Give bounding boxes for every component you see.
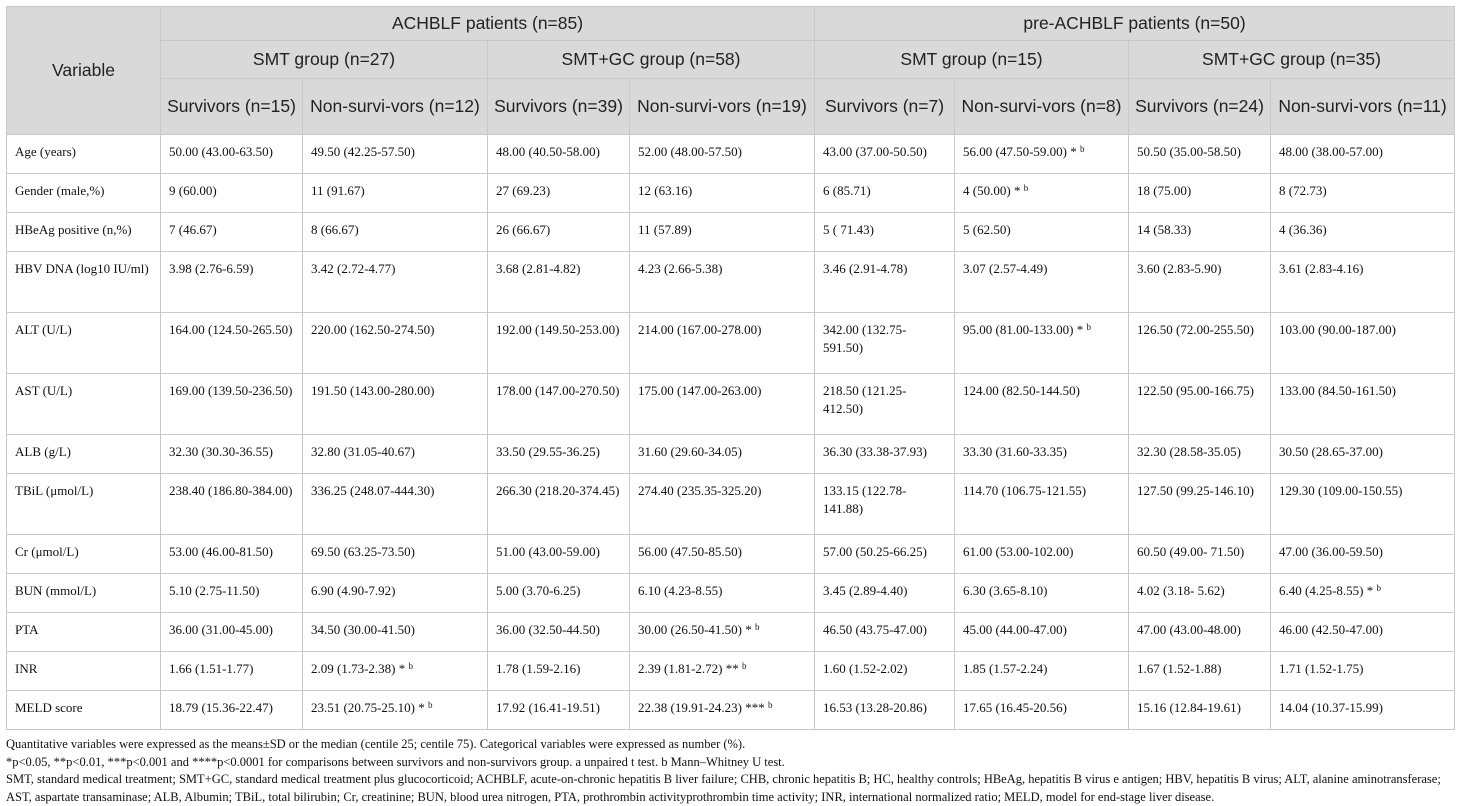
cell-value: 3.61 (2.83-4.16): [1279, 261, 1364, 276]
table-cell: [161, 691, 303, 730]
table-cell: [815, 474, 955, 535]
table-cell: [488, 213, 630, 252]
cell-value: 27 (69.23): [496, 183, 551, 198]
table-cell: [303, 213, 488, 252]
cell-value: 127.50 (99.25-146.10): [1137, 483, 1255, 498]
table-cell: [303, 535, 488, 574]
table-cell: [161, 535, 303, 574]
cell-value: 103.00 (90.00-187.00): [1279, 322, 1397, 337]
cell-value: 50.00 (43.00-63.50): [169, 144, 273, 159]
table-cell: [1129, 374, 1271, 435]
cell-value: 6.40 (4.25-8.55): [1279, 583, 1364, 598]
table-cell: [161, 435, 303, 474]
table-cell: [1271, 435, 1455, 474]
table-cell: [303, 574, 488, 613]
table-cell: [1129, 535, 1271, 574]
data-table: [6, 6, 1455, 730]
cell-value: 3.42 (2.72-4.77): [311, 261, 396, 276]
footnote: *p<0.05, **p<0.01, ***p<0.001 and ****p<0.0001 for comparisons between survivors and non-survivors group. a unpaired t test. b Mann–Whitney U test.: [6, 754, 785, 769]
table-cell: [1271, 374, 1455, 435]
subgroup-header: SMT+GC group (n=35): [1129, 41, 1455, 79]
cell-value: 56.00 (47.50-85.50): [638, 544, 742, 559]
cell-value: 238.40 (186.80-384.00): [169, 483, 293, 498]
cell-value: 5.00 (3.70-6.25): [496, 583, 581, 598]
table-cell: [1129, 574, 1271, 613]
significance-marker: *: [1010, 183, 1021, 198]
cell-value: 5 (62.50): [963, 222, 1011, 237]
table-cell: [488, 374, 630, 435]
table-cell: [161, 213, 303, 252]
table-cell: [955, 613, 1129, 652]
significance-marker: *: [415, 700, 425, 715]
cell-value: 31.60 (29.60-34.05): [638, 444, 742, 459]
cell-value: 17.92 (16.41-19.51): [496, 700, 600, 715]
table-cell: [1271, 135, 1455, 174]
table-cell: [303, 252, 488, 313]
cell-value: 45.00 (44.00-47.00): [963, 622, 1068, 637]
table-cell: [955, 213, 1129, 252]
table-cell: [815, 435, 955, 474]
table-cell: [161, 252, 303, 313]
column-header: Survivors (n=7): [815, 79, 955, 135]
column-header: Non-survi-vors (n=12): [303, 79, 488, 135]
cell-value: 4 (36.36): [1279, 222, 1327, 237]
row-label: HBV DNA (log10 IU/ml): [7, 252, 161, 313]
cell-value: 57.00 (50.25-66.25): [823, 544, 928, 559]
test-superscript: b: [408, 661, 413, 671]
cell-value: 46.50 (43.75-47.00): [823, 622, 928, 637]
cell-value: 124.00 (82.50-144.50): [963, 383, 1081, 398]
table-cell: [630, 435, 815, 474]
cell-value: 60.50 (49.00- 71.50): [1137, 544, 1245, 559]
table-cell: [1271, 213, 1455, 252]
subgroup-header: SMT group (n=27): [161, 41, 488, 79]
table-row: [7, 252, 1455, 313]
table-cell: [303, 374, 488, 435]
table-cell: [303, 174, 488, 213]
test-superscript: b: [1376, 583, 1382, 593]
table-cell: [1129, 174, 1271, 213]
cell-value: 48.00 (38.00-57.00): [1279, 144, 1384, 159]
cell-value: 33.30 (31.60-33.35): [963, 444, 1068, 459]
row-label: MELD score: [7, 691, 161, 730]
table-cell: [630, 535, 815, 574]
table-row: [7, 435, 1455, 474]
cell-value: 36.30 (33.38-37.93): [823, 444, 928, 459]
cell-value: 218.50 (121.25-412.50): [823, 383, 907, 416]
table-cell: [955, 535, 1129, 574]
table-cell: [1129, 313, 1271, 374]
test-superscript: b: [1023, 183, 1029, 193]
cell-value: 46.00 (42.50-47.00): [1279, 622, 1384, 637]
cell-value: 1.85 (1.57-2.24): [963, 661, 1048, 676]
cell-value: 32.80 (31.05-40.67): [311, 444, 415, 459]
cell-value: 32.30 (30.30-36.55): [169, 444, 273, 459]
significance-marker: ***: [742, 700, 765, 715]
table-cell: [488, 474, 630, 535]
table-cell: [303, 652, 488, 691]
table-cell: [955, 652, 1129, 691]
cell-value: 6.30 (3.65-8.10): [963, 583, 1048, 598]
table-cell: [488, 135, 630, 174]
table-cell: [1271, 613, 1455, 652]
table-row: [7, 135, 1455, 174]
footnote: Quantitative variables were expressed as the means±SD or the median (centile 25; centile 75). Categorical variables were expressed as number (%).: [6, 737, 746, 751]
table-cell: [488, 613, 630, 652]
row-label: HBeAg positive (n,%): [7, 213, 161, 252]
subgroup-header: SMT+GC group (n=58): [488, 41, 815, 79]
table-cell: [815, 252, 955, 313]
cell-value: 18 (75.00): [1137, 183, 1192, 198]
table-cell: [1129, 252, 1271, 313]
table-cell: [161, 652, 303, 691]
subgroup-header: SMT group (n=15): [815, 41, 1129, 79]
table-cell: [488, 535, 630, 574]
column-header: Survivors (n=39): [488, 79, 630, 135]
table-cell: [303, 691, 488, 730]
cell-value: 7 (46.67): [169, 222, 217, 237]
table-cell: [1129, 474, 1271, 535]
row-label: BUN (mmol/L): [7, 574, 161, 613]
cell-value: 53.00 (46.00-81.50): [169, 544, 273, 559]
table-cell: [303, 435, 488, 474]
cell-value: 56.00 (47.50-59.00): [963, 144, 1068, 159]
significance-marker: *: [1073, 322, 1084, 337]
table-cell: [955, 691, 1129, 730]
table-cell: [1271, 574, 1455, 613]
cell-value: 114.70 (106.75-121.55): [963, 483, 1087, 498]
cell-value: 4.02 (3.18- 5.62): [1137, 583, 1225, 598]
group-header-pre-achblf: pre-ACHBLF patients (n=50): [815, 7, 1455, 41]
cell-value: 126.50 (72.00-255.50): [1137, 322, 1255, 337]
table-cell: [815, 535, 955, 574]
table-cell: [1129, 213, 1271, 252]
cell-value: 175.00 (147.00-263.00): [638, 383, 762, 398]
table-cell: [303, 613, 488, 652]
cell-value: 6 (85.71): [823, 183, 871, 198]
table-cell: [161, 313, 303, 374]
cell-value: 122.50 (95.00-166.75): [1137, 383, 1255, 398]
table-cell: [815, 691, 955, 730]
table-cell: [488, 252, 630, 313]
cell-value: 69.50 (63.25-73.50): [311, 544, 415, 559]
table-cell: [1129, 435, 1271, 474]
table-cell: [161, 474, 303, 535]
cell-value: 12 (63.16): [638, 183, 693, 198]
table-cell: [1129, 135, 1271, 174]
cell-value: 1.71 (1.52-1.75): [1279, 661, 1364, 676]
cell-value: 1.66 (1.51-1.77): [169, 661, 254, 676]
table-row: [7, 174, 1455, 213]
cell-value: 30.50 (28.65-37.00): [1279, 444, 1384, 459]
table-header: [7, 7, 1455, 135]
row-label: ALB (g/L): [7, 435, 161, 474]
table-figure: [6, 6, 1454, 806]
table-cell: [161, 174, 303, 213]
row-label: Cr (μmol/L): [7, 535, 161, 574]
variable-header: Variable: [7, 7, 161, 135]
significance-marker: **: [722, 661, 739, 676]
table-cell: [161, 374, 303, 435]
cell-value: 36.00 (31.00-45.00): [169, 622, 273, 637]
table-row: [7, 213, 1455, 252]
cell-value: 4 (50.00): [963, 183, 1011, 198]
cell-value: 1.78 (1.59-2.16): [496, 661, 581, 676]
cell-value: 3.46 (2.91-4.78): [823, 261, 908, 276]
cell-value: 220.00 (162.50-274.50): [311, 322, 435, 337]
cell-value: 36.00 (32.50-44.50): [496, 622, 600, 637]
cell-value: 1.60 (1.52-2.02): [823, 661, 908, 676]
cell-value: 26 (66.67): [496, 222, 551, 237]
cell-value: 95.00 (81.00-133.00): [963, 322, 1074, 337]
table-cell: [488, 691, 630, 730]
cell-value: 49.50 (42.25-57.50): [311, 144, 415, 159]
column-header: Non-survi-vors (n=11): [1271, 79, 1455, 135]
test-superscript: b: [428, 700, 433, 710]
cell-value: 22.38 (19.91-24.23): [638, 700, 742, 715]
table-cell: [303, 474, 488, 535]
cell-value: 43.00 (37.00-50.50): [823, 144, 928, 159]
table-cell: [630, 613, 815, 652]
table-cell: [815, 174, 955, 213]
table-row: [7, 691, 1455, 730]
table-cell: [630, 574, 815, 613]
table-cell: [303, 313, 488, 374]
test-superscript: b: [1086, 322, 1092, 332]
table-cell: [955, 574, 1129, 613]
row-label: INR: [7, 652, 161, 691]
table-cell: [815, 313, 955, 374]
cell-value: 14 (58.33): [1137, 222, 1192, 237]
footnote: SMT, standard medical treatment; SMT+GC, standard medical treatment plus glucocorticoid; ACHBLF, acute-on-chronic hepatitis B liver failure; CHB, chronic hepatitis B; HC, healthy controls; HBeAg, hepatitis B virus e antigen; HBV, hepatitis B virus; ALT, alanine aminotransferase; AST, aspartate transaminase; ALB, Albumin; TBiL, total bilirubin; Cr, creatinine; BUN, blood urea nitrogen, PTA, prothrombin activityprothrombin time activity; INR, international normalized ratio; MELD, model for end-stage liver disease.: [6, 772, 1441, 804]
table-cell: [161, 135, 303, 174]
significance-marker: *: [1067, 144, 1077, 159]
table-cell: [488, 574, 630, 613]
cell-value: 9 (60.00): [169, 183, 217, 198]
table-cell: [815, 613, 955, 652]
cell-value: 14.04 (10.37-15.99): [1279, 700, 1384, 715]
table-footnotes: [6, 736, 1454, 806]
cell-value: 11 (91.67): [311, 183, 365, 198]
table-cell: [955, 313, 1129, 374]
table-body: [7, 135, 1455, 730]
test-superscript: b: [1080, 144, 1085, 154]
table-cell: [955, 135, 1129, 174]
row-label: Age (years): [7, 135, 161, 174]
table-cell: [630, 652, 815, 691]
table-cell: [630, 252, 815, 313]
table-cell: [1271, 252, 1455, 313]
row-label: Gender (male,%): [7, 174, 161, 213]
cell-value: 6.90 (4.90-7.92): [311, 583, 396, 598]
table-cell: [955, 374, 1129, 435]
table-cell: [815, 213, 955, 252]
cell-value: 133.15 (122.78-141.88): [823, 483, 907, 516]
table-cell: [815, 574, 955, 613]
table-cell: [1129, 613, 1271, 652]
cell-value: 3.07 (2.57-4.49): [963, 261, 1048, 276]
table-cell: [303, 135, 488, 174]
test-superscript: b: [768, 700, 773, 710]
row-label: AST (U/L): [7, 374, 161, 435]
table-cell: [630, 374, 815, 435]
cell-value: 30.00 (26.50-41.50): [638, 622, 742, 637]
table-cell: [488, 652, 630, 691]
cell-value: 336.25 (248.07-444.30): [311, 483, 435, 498]
row-label: ALT (U/L): [7, 313, 161, 374]
table-row: [7, 652, 1455, 691]
cell-value: 50.50 (35.00-58.50): [1137, 144, 1242, 159]
cell-value: 4.23 (2.66-5.38): [638, 261, 723, 276]
table-cell: [1129, 691, 1271, 730]
table-cell: [955, 474, 1129, 535]
cell-value: 32.30 (28.58-35.05): [1137, 444, 1242, 459]
cell-value: 192.00 (149.50-253.00): [496, 322, 620, 337]
cell-value: 3.68 (2.81-4.82): [496, 261, 581, 276]
significance-marker: *: [395, 661, 406, 676]
cell-value: 34.50 (30.00-41.50): [311, 622, 415, 637]
table-cell: [630, 691, 815, 730]
significance-marker: *: [1363, 583, 1374, 598]
table-cell: [630, 313, 815, 374]
cell-value: 18.79 (15.36-22.47): [169, 700, 273, 715]
cell-value: 3.60 (2.83-5.90): [1137, 261, 1222, 276]
cell-value: 6.10 (4.23-8.55): [638, 583, 723, 598]
significance-marker: *: [742, 622, 752, 637]
group-header-achblf: ACHBLF patients (n=85): [161, 7, 815, 41]
cell-value: 266.30 (218.20-374.45): [496, 483, 620, 498]
column-header: Survivors (n=15): [161, 79, 303, 135]
table-cell: [630, 213, 815, 252]
table-cell: [1271, 691, 1455, 730]
table-cell: [1129, 652, 1271, 691]
table-cell: [630, 474, 815, 535]
cell-value: 274.40 (235.35-325.20): [638, 483, 762, 498]
cell-value: 52.00 (48.00-57.50): [638, 144, 742, 159]
table-row: [7, 374, 1455, 435]
table-cell: [630, 174, 815, 213]
table-cell: [1271, 652, 1455, 691]
table-cell: [488, 313, 630, 374]
table-cell: [161, 574, 303, 613]
cell-value: 129.30 (109.00-150.55): [1279, 483, 1403, 498]
cell-value: 61.00 (53.00-102.00): [963, 544, 1074, 559]
row-label: PTA: [7, 613, 161, 652]
table-row: [7, 535, 1455, 574]
cell-value: 178.00 (147.00-270.50): [496, 383, 620, 398]
table-cell: [815, 374, 955, 435]
cell-value: 164.00 (124.50-265.50): [169, 322, 293, 337]
table-cell: [488, 435, 630, 474]
cell-value: 47.00 (43.00-48.00): [1137, 622, 1242, 637]
cell-value: 169.00 (139.50-236.50): [169, 383, 293, 398]
cell-value: 23.51 (20.75-25.10): [311, 700, 415, 715]
table-cell: [1271, 313, 1455, 374]
table-cell: [1271, 535, 1455, 574]
cell-value: 5 ( 71.43): [823, 222, 874, 237]
table-cell: [815, 135, 955, 174]
cell-value: 15.16 (12.84-19.61): [1137, 700, 1242, 715]
table-cell: [488, 174, 630, 213]
table-row: [7, 474, 1455, 535]
table-cell: [1271, 174, 1455, 213]
cell-value: 8 (72.73): [1279, 183, 1327, 198]
table-cell: [630, 135, 815, 174]
cell-value: 342.00 (132.75-591.50): [823, 322, 907, 355]
table-cell: [815, 652, 955, 691]
cell-value: 5.10 (2.75-11.50): [169, 583, 260, 598]
cell-value: 191.50 (143.00-280.00): [311, 383, 435, 398]
table-cell: [955, 252, 1129, 313]
table-row: [7, 613, 1455, 652]
cell-value: 3.45 (2.89-4.40): [823, 583, 908, 598]
table-row: [7, 574, 1455, 613]
table-cell: [1271, 474, 1455, 535]
cell-value: 11 (57.89): [638, 222, 692, 237]
cell-value: 47.00 (36.00-59.50): [1279, 544, 1384, 559]
cell-value: 133.00 (84.50-161.50): [1279, 383, 1397, 398]
cell-value: 2.39 (1.81-2.72): [638, 661, 723, 676]
column-header: Survivors (n=24): [1129, 79, 1271, 135]
cell-value: 2.09 (1.73-2.38): [311, 661, 396, 676]
test-superscript: b: [755, 622, 760, 632]
column-header: Non-survi-vors (n=8): [955, 79, 1129, 135]
row-label: TBiL (μmol/L): [7, 474, 161, 535]
cell-value: 8 (66.67): [311, 222, 359, 237]
table-row: [7, 313, 1455, 374]
table-cell: [161, 613, 303, 652]
cell-value: 48.00 (40.50-58.00): [496, 144, 600, 159]
cell-value: 16.53 (13.28-20.86): [823, 700, 928, 715]
cell-value: 3.98 (2.76-6.59): [169, 261, 254, 276]
column-header: Non-survi-vors (n=19): [630, 79, 815, 135]
cell-value: 1.67 (1.52-1.88): [1137, 661, 1222, 676]
test-superscript: b: [742, 661, 747, 671]
table-cell: [955, 435, 1129, 474]
table-cell: [955, 174, 1129, 213]
cell-value: 214.00 (167.00-278.00): [638, 322, 762, 337]
cell-value: 17.65 (16.45-20.56): [963, 700, 1068, 715]
cell-value: 51.00 (43.00-59.00): [496, 544, 600, 559]
cell-value: 33.50 (29.55-36.25): [496, 444, 600, 459]
